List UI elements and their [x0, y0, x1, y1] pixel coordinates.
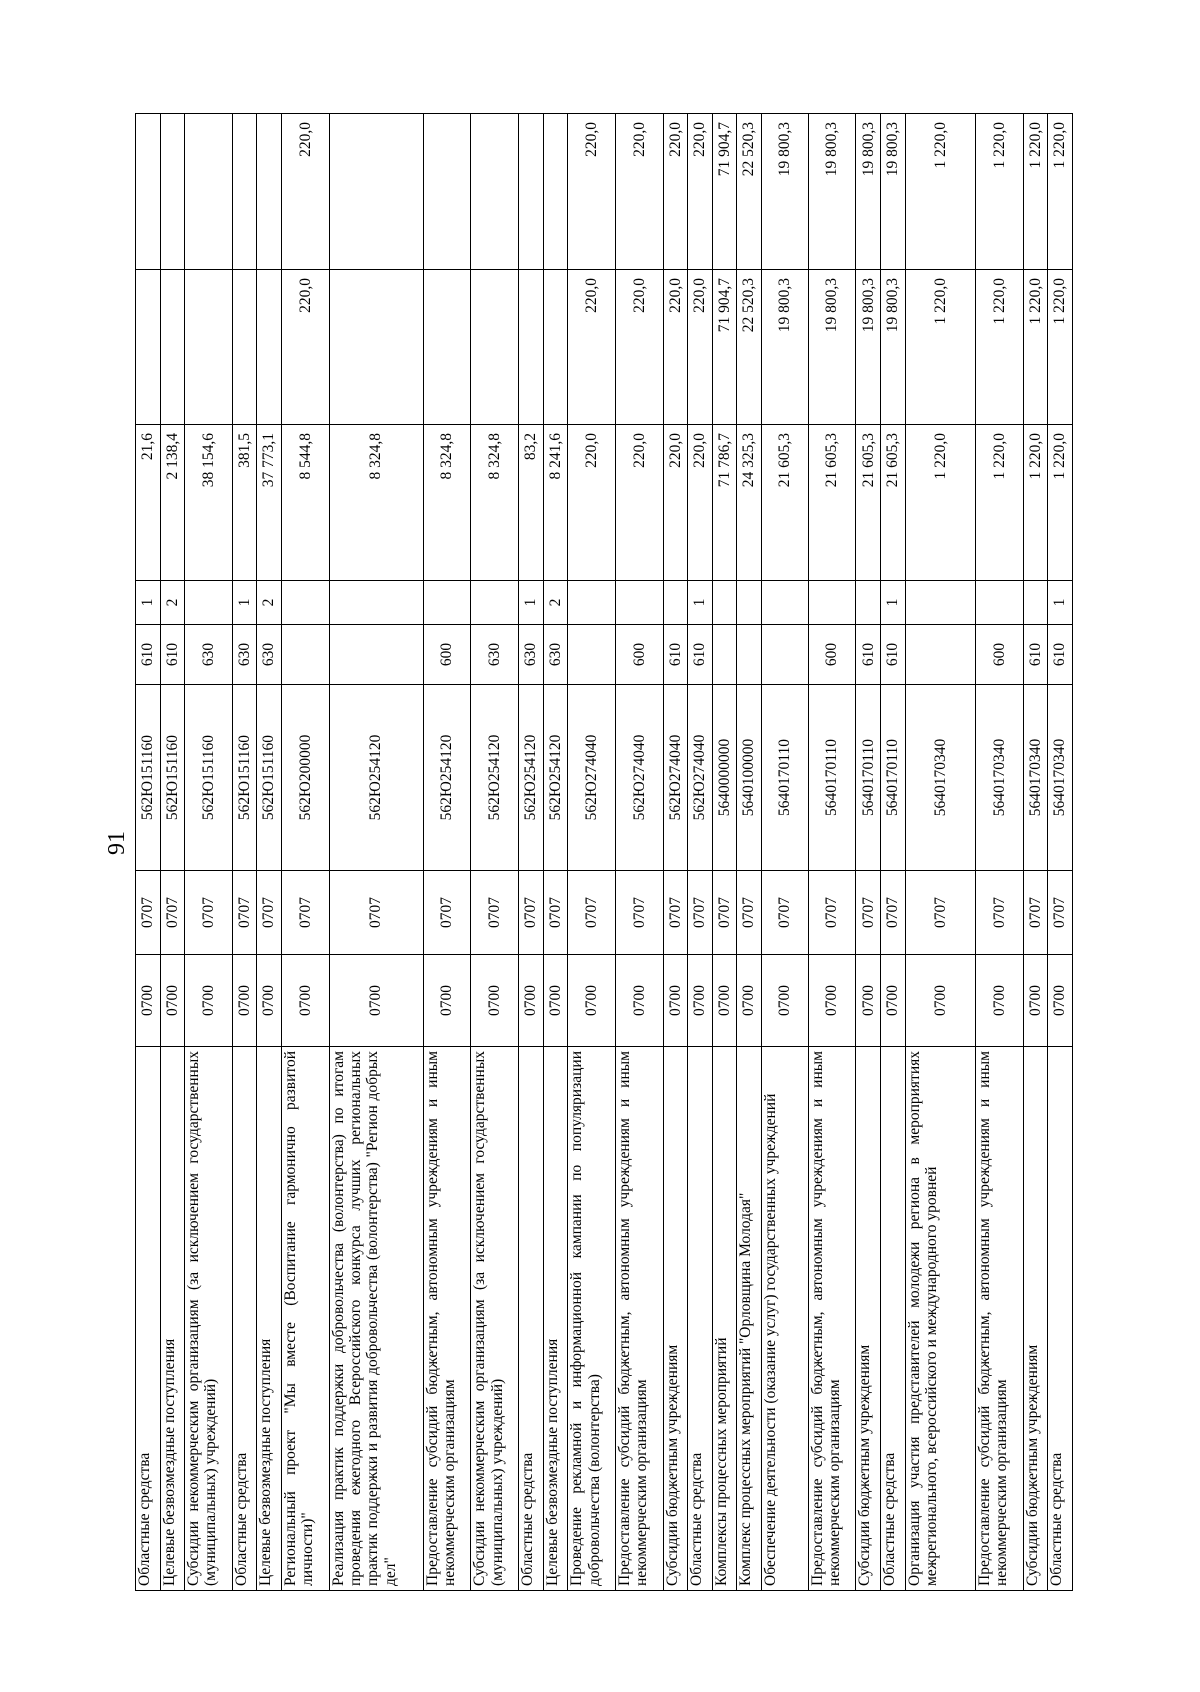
- table-row: [329, 114, 423, 1591]
- cell-section: 0700: [281, 955, 329, 1047]
- cell-expense-type: [281, 625, 329, 685]
- cell-subsection: 0707: [185, 871, 233, 955]
- cell-section: 0700: [185, 955, 233, 1047]
- cell-sum-1: 38 154,6: [185, 425, 233, 581]
- cell-sum-3: [232, 114, 257, 270]
- cell-subsection: 0707: [615, 871, 663, 955]
- cell-source: [281, 581, 329, 625]
- cell-source: 1: [688, 581, 713, 625]
- cell-sum-3: [543, 114, 568, 270]
- cell-subsection: 0707: [688, 871, 713, 955]
- cell-sum-2: [136, 270, 161, 425]
- cell-source: [663, 581, 688, 625]
- table-row: [160, 114, 185, 1591]
- cell-subsection: 0707: [136, 871, 161, 955]
- cell-source: 2: [160, 581, 185, 625]
- cell-sum-1: 8 544,8: [281, 425, 329, 581]
- cell-name: Комплекс процессных мероприятий "Орловщина Молодая": [737, 1047, 762, 1591]
- table-row: [712, 114, 737, 1591]
- cell-source: [568, 581, 616, 625]
- cell-name: Целевые безвозмездные поступления: [543, 1047, 568, 1591]
- cell-expense-type: 630: [519, 625, 544, 685]
- cell-sum-1: 220,0: [688, 425, 713, 581]
- table-row: [808, 114, 856, 1591]
- cell-source: [737, 581, 762, 625]
- cell-name: Областные средства: [1048, 1047, 1073, 1591]
- cell-sum-3: [423, 114, 471, 270]
- table-row: [881, 114, 906, 1591]
- cell-target-article: 5640100000: [737, 685, 762, 871]
- cell-target-article: 562Ю254120: [543, 685, 568, 871]
- cell-section: 0700: [905, 955, 976, 1047]
- cell-sum-1: 381,5: [232, 425, 257, 581]
- cell-section: 0700: [663, 955, 688, 1047]
- cell-subsection: 0707: [976, 871, 1024, 955]
- cell-expense-type: 600: [423, 625, 471, 685]
- cell-expense-type: 600: [808, 625, 856, 685]
- cell-sum-1: 24 325,3: [737, 425, 762, 581]
- cell-target-article: 562Ю254120: [329, 685, 423, 871]
- table-row: [568, 114, 616, 1591]
- cell-target-article: 5640170110: [761, 685, 808, 871]
- cell-target-article: 562Ю274040: [615, 685, 663, 871]
- cell-sum-3: 220,0: [663, 114, 688, 270]
- cell-expense-type: 610: [856, 625, 881, 685]
- cell-sum-1: 21 605,3: [761, 425, 808, 581]
- cell-name: Областные средства: [881, 1047, 906, 1591]
- cell-name: Областные средства: [519, 1047, 544, 1591]
- table-row: [519, 114, 544, 1591]
- cell-sum-1: 21 605,3: [856, 425, 881, 581]
- cell-section: 0700: [232, 955, 257, 1047]
- cell-sum-2: [471, 270, 519, 425]
- cell-expense-type: 610: [1048, 625, 1073, 685]
- cell-source: 1: [1048, 581, 1073, 625]
- cell-sum-3: [519, 114, 544, 270]
- cell-target-article: 562Ю151160: [136, 685, 161, 871]
- cell-section: 0700: [519, 955, 544, 1047]
- cell-sum-2: 220,0: [615, 270, 663, 425]
- cell-sum-1: 2 138,4: [160, 425, 185, 581]
- cell-sum-2: 19 800,3: [808, 270, 856, 425]
- table-row: [615, 114, 663, 1591]
- cell-name: Областные средства: [232, 1047, 257, 1591]
- table-row: [471, 114, 519, 1591]
- cell-source: [423, 581, 471, 625]
- cell-sum-3: [136, 114, 161, 270]
- cell-sum-2: 220,0: [568, 270, 616, 425]
- cell-source: [856, 581, 881, 625]
- table-row: [257, 114, 282, 1591]
- cell-source: 2: [543, 581, 568, 625]
- cell-expense-type: [737, 625, 762, 685]
- cell-sum-3: [329, 114, 423, 270]
- cell-sum-1: 8 324,8: [423, 425, 471, 581]
- cell-section: 0700: [423, 955, 471, 1047]
- cell-section: 0700: [568, 955, 616, 1047]
- cell-expense-type: [712, 625, 737, 685]
- cell-section: 0700: [712, 955, 737, 1047]
- cell-name: Областные средства: [136, 1047, 161, 1591]
- cell-section: 0700: [737, 955, 762, 1047]
- cell-sum-2: [257, 270, 282, 425]
- table-row: [423, 114, 471, 1591]
- cell-name: Обеспечение деятельности (оказание услуг) государственных учреждений: [761, 1047, 808, 1591]
- table-row: [737, 114, 762, 1591]
- cell-subsection: 0707: [232, 871, 257, 955]
- cell-sum-1: 83,2: [519, 425, 544, 581]
- cell-section: 0700: [976, 955, 1024, 1047]
- cell-name: Субсидии бюджетным учреждениям: [856, 1047, 881, 1591]
- table-row: [688, 114, 713, 1591]
- cell-source: 1: [519, 581, 544, 625]
- cell-sum-1: 71 786,7: [712, 425, 737, 581]
- cell-expense-type: 600: [976, 625, 1024, 685]
- table-row: [1023, 114, 1048, 1591]
- cell-subsection: 0707: [712, 871, 737, 955]
- cell-sum-2: 220,0: [663, 270, 688, 425]
- cell-source: [185, 581, 233, 625]
- cell-sum-3: [160, 114, 185, 270]
- cell-name: Комплексы процессных мероприятий: [712, 1047, 737, 1591]
- cell-section: 0700: [881, 955, 906, 1047]
- cell-sum-2: [423, 270, 471, 425]
- cell-name: Организация участия представителей молодежи региона в мероприятиях межрегионального, всероссийского и международного уровней: [905, 1047, 976, 1591]
- cell-subsection: 0707: [1048, 871, 1073, 955]
- cell-section: 0700: [761, 955, 808, 1047]
- table-row: [905, 114, 976, 1591]
- cell-sum-2: 1 220,0: [1023, 270, 1048, 425]
- cell-subsection: 0707: [471, 871, 519, 955]
- cell-subsection: 0707: [257, 871, 282, 955]
- cell-sum-3: 220,0: [615, 114, 663, 270]
- cell-sum-1: 8 324,8: [329, 425, 423, 581]
- cell-expense-type: 630: [471, 625, 519, 685]
- cell-sum-3: 22 520,3: [737, 114, 762, 270]
- cell-subsection: 0707: [905, 871, 976, 955]
- cell-target-article: 562Ю200000: [281, 685, 329, 871]
- cell-sum-2: 22 520,3: [737, 270, 762, 425]
- cell-sum-3: 220,0: [568, 114, 616, 270]
- table-row: [136, 114, 161, 1591]
- cell-target-article: 562Ю274040: [663, 685, 688, 871]
- cell-sum-2: 19 800,3: [856, 270, 881, 425]
- cell-source: [712, 581, 737, 625]
- cell-sum-1: 220,0: [615, 425, 663, 581]
- cell-source: [905, 581, 976, 625]
- cell-sum-3: [257, 114, 282, 270]
- cell-section: 0700: [1048, 955, 1073, 1047]
- cell-sum-1: 220,0: [568, 425, 616, 581]
- cell-source: [761, 581, 808, 625]
- cell-expense-type: 630: [185, 625, 233, 685]
- cell-target-article: 562Ю151160: [185, 685, 233, 871]
- cell-expense-type: [905, 625, 976, 685]
- cell-sum-3: 1 220,0: [1048, 114, 1073, 270]
- cell-sum-2: [519, 270, 544, 425]
- cell-subsection: 0707: [568, 871, 616, 955]
- cell-sum-2: [160, 270, 185, 425]
- budget-table-container: [135, 114, 1073, 1591]
- cell-target-article: 562Ю151160: [160, 685, 185, 871]
- cell-subsection: 0707: [519, 871, 544, 955]
- table-row: [1048, 114, 1073, 1591]
- cell-sum-3: [471, 114, 519, 270]
- cell-section: 0700: [136, 955, 161, 1047]
- cell-source: 1: [881, 581, 906, 625]
- cell-source: 2: [257, 581, 282, 625]
- cell-section: 0700: [688, 955, 713, 1047]
- cell-name: Региональный проект "Мы вместе (Воспитание гармонично развитой личности)": [281, 1047, 329, 1591]
- cell-sum-1: 1 220,0: [905, 425, 976, 581]
- cell-subsection: 0707: [543, 871, 568, 955]
- cell-sum-2: [543, 270, 568, 425]
- cell-sum-3: 220,0: [688, 114, 713, 270]
- cell-target-article: 562Ю254120: [423, 685, 471, 871]
- cell-name: Субсидии некоммерческим организациям (за исключением государственных (муниципальных) учреждений): [471, 1047, 519, 1591]
- cell-sum-3: 71 904,7: [712, 114, 737, 270]
- budget-table: [135, 113, 1073, 1591]
- cell-section: 0700: [329, 955, 423, 1047]
- cell-name: Проведение рекламной и информационной кампании по популяризации добровольчества (волонтерства): [568, 1047, 616, 1591]
- cell-target-article: 5640170340: [1048, 685, 1073, 871]
- cell-expense-type: 610: [160, 625, 185, 685]
- cell-sum-1: 37 773,1: [257, 425, 282, 581]
- cell-sum-3: 19 800,3: [856, 114, 881, 270]
- cell-expense-type: 610: [663, 625, 688, 685]
- cell-sum-1: 21 605,3: [808, 425, 856, 581]
- cell-sum-3: 1 220,0: [905, 114, 976, 270]
- cell-target-article: 562Ю274040: [568, 685, 616, 871]
- cell-sum-2: 1 220,0: [976, 270, 1024, 425]
- cell-sum-1: 8 324,8: [471, 425, 519, 581]
- cell-expense-type: 630: [257, 625, 282, 685]
- cell-source: [329, 581, 423, 625]
- cell-subsection: 0707: [329, 871, 423, 955]
- cell-expense-type: 630: [543, 625, 568, 685]
- cell-target-article: 5640000000: [712, 685, 737, 871]
- cell-section: 0700: [856, 955, 881, 1047]
- cell-sum-2: 19 800,3: [761, 270, 808, 425]
- cell-source: [615, 581, 663, 625]
- cell-section: 0700: [808, 955, 856, 1047]
- cell-source: [1023, 581, 1048, 625]
- cell-name: Предоставление субсидий бюджетным, автономным учреждениям и иным некоммерческим организациям: [976, 1047, 1024, 1591]
- table-row: [185, 114, 233, 1591]
- cell-section: 0700: [160, 955, 185, 1047]
- cell-sum-2: 220,0: [688, 270, 713, 425]
- cell-source: [808, 581, 856, 625]
- cell-subsection: 0707: [423, 871, 471, 955]
- cell-subsection: 0707: [761, 871, 808, 955]
- cell-target-article: 5640170110: [808, 685, 856, 871]
- cell-subsection: 0707: [1023, 871, 1048, 955]
- cell-section: 0700: [257, 955, 282, 1047]
- table-row: [281, 114, 329, 1591]
- table-row: [663, 114, 688, 1591]
- cell-section: 0700: [471, 955, 519, 1047]
- cell-sum-1: 1 220,0: [1048, 425, 1073, 581]
- cell-subsection: 0707: [881, 871, 906, 955]
- cell-subsection: 0707: [856, 871, 881, 955]
- cell-source: 1: [232, 581, 257, 625]
- cell-name: Предоставление субсидий бюджетным, автономным учреждениям и иным некоммерческим организациям: [808, 1047, 856, 1591]
- cell-sum-1: 220,0: [663, 425, 688, 581]
- cell-source: 1: [136, 581, 161, 625]
- cell-sum-3: 19 800,3: [808, 114, 856, 270]
- cell-sum-1: 1 220,0: [976, 425, 1024, 581]
- cell-expense-type: [329, 625, 423, 685]
- cell-sum-2: [185, 270, 233, 425]
- cell-sum-1: 21 605,3: [881, 425, 906, 581]
- cell-target-article: 5640170340: [976, 685, 1024, 871]
- cell-name: Субсидии бюджетным учреждениям: [663, 1047, 688, 1591]
- table-row: [543, 114, 568, 1591]
- cell-sum-3: 19 800,3: [761, 114, 808, 270]
- cell-sum-3: 220,0: [281, 114, 329, 270]
- cell-name: Предоставление субсидий бюджетным, автономным учреждениям и иным некоммерческим организациям: [423, 1047, 471, 1591]
- cell-sum-2: 220,0: [281, 270, 329, 425]
- cell-subsection: 0707: [281, 871, 329, 955]
- cell-section: 0700: [1023, 955, 1048, 1047]
- cell-expense-type: 600: [615, 625, 663, 685]
- cell-sum-2: 1 220,0: [1048, 270, 1073, 425]
- cell-subsection: 0707: [808, 871, 856, 955]
- cell-expense-type: [761, 625, 808, 685]
- cell-sum-3: 1 220,0: [976, 114, 1024, 270]
- cell-sum-3: 19 800,3: [881, 114, 906, 270]
- cell-sum-1: 8 241,6: [543, 425, 568, 581]
- cell-target-article: 562Ю151160: [232, 685, 257, 871]
- cell-target-article: 5640170340: [905, 685, 976, 871]
- cell-source: [976, 581, 1024, 625]
- cell-section: 0700: [543, 955, 568, 1047]
- cell-expense-type: 610: [1023, 625, 1048, 685]
- cell-expense-type: 610: [881, 625, 906, 685]
- cell-target-article: 562Ю254120: [471, 685, 519, 871]
- cell-name: Целевые безвозмездные поступления: [160, 1047, 185, 1591]
- cell-expense-type: [568, 625, 616, 685]
- cell-subsection: 0707: [737, 871, 762, 955]
- cell-target-article: 562Ю254120: [519, 685, 544, 871]
- table-row: [856, 114, 881, 1591]
- cell-section: 0700: [615, 955, 663, 1047]
- cell-target-article: 5640170110: [856, 685, 881, 871]
- cell-sum-1: 1 220,0: [1023, 425, 1048, 581]
- cell-expense-type: 610: [688, 625, 713, 685]
- cell-sum-3: 1 220,0: [1023, 114, 1048, 270]
- cell-target-article: 5640170340: [1023, 685, 1048, 871]
- budget-table-body: [136, 114, 1073, 1591]
- cell-name: Предоставление субсидий бюджетным, автономным учреждениям и иным некоммерческим организациям: [615, 1047, 663, 1591]
- cell-source: [471, 581, 519, 625]
- cell-sum-2: 71 904,7: [712, 270, 737, 425]
- cell-name: Областные средства: [688, 1047, 713, 1591]
- cell-expense-type: 630: [232, 625, 257, 685]
- cell-target-article: 562Ю151160: [257, 685, 282, 871]
- cell-sum-2: [232, 270, 257, 425]
- table-row: [761, 114, 808, 1591]
- cell-sum-2: 19 800,3: [881, 270, 906, 425]
- table-row: [976, 114, 1024, 1591]
- cell-name: Реализация практик поддержки добровольчества (волонтерства) по итогам проведения ежегодного Всероссийского конкурса лучших региональных практик поддержки и развития добровольчества (волонтерства) "Регион добрых дел": [329, 1047, 423, 1591]
- cell-name: Субсидии некоммерческим организациям (за исключением государственных (муниципальных) учреждений): [185, 1047, 233, 1591]
- cell-sum-1: 21,6: [136, 425, 161, 581]
- cell-sum-3: [185, 114, 233, 270]
- table-row: [232, 114, 257, 1591]
- page-number: 91: [103, 831, 130, 855]
- cell-sum-2: [329, 270, 423, 425]
- cell-subsection: 0707: [663, 871, 688, 955]
- cell-name: Субсидии бюджетным учреждениям: [1023, 1047, 1048, 1591]
- cell-subsection: 0707: [160, 871, 185, 955]
- cell-name: Целевые безвозмездные поступления: [257, 1047, 282, 1591]
- cell-target-article: 562Ю274040: [688, 685, 713, 871]
- cell-target-article: 5640170110: [881, 685, 906, 871]
- cell-sum-2: 1 220,0: [905, 270, 976, 425]
- cell-expense-type: 610: [136, 625, 161, 685]
